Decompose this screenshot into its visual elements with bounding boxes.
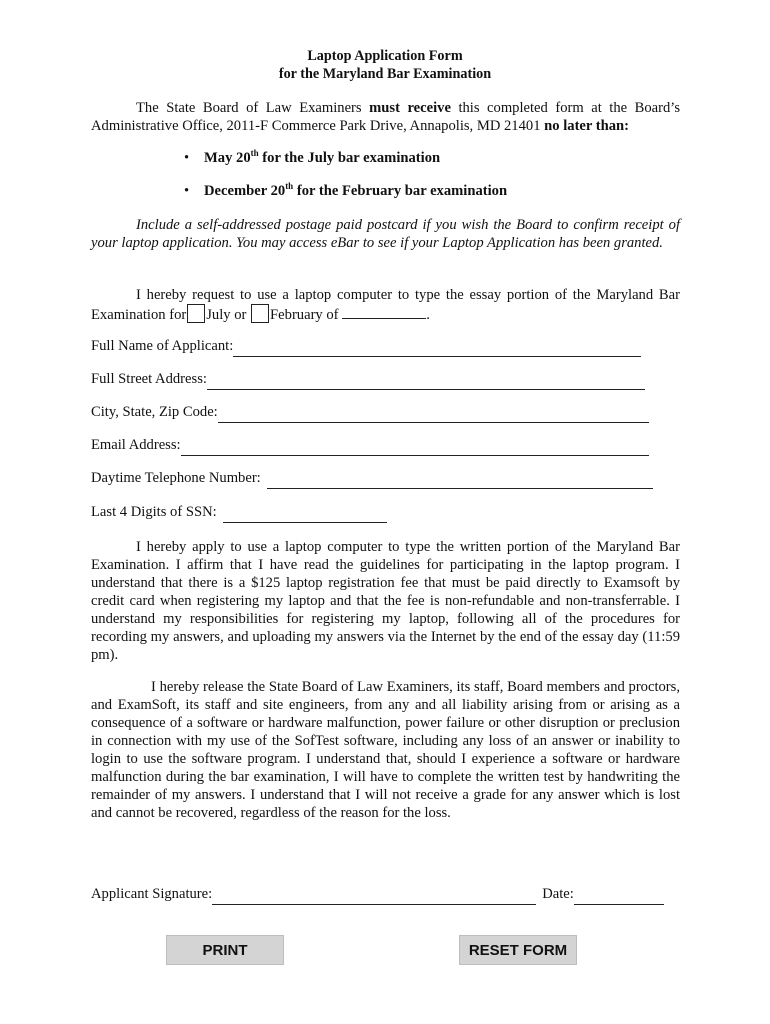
postcard-note: Include a self-addressed postage paid postcard if you wish the Board to confirm receipt of your laptop application. You may access eBar to see if your Laptop Application has been granted. — [91, 217, 680, 251]
deadline-july: • May 20th for the July bar examination — [184, 148, 441, 166]
july-checkbox[interactable] — [187, 304, 205, 323]
intro-paragraph — [91, 99, 680, 135]
city-label: City, State, Zip Code: — [91, 404, 218, 420]
full-name-row — [91, 337, 641, 357]
phone-label: Daytime Telephone Number: — [91, 470, 261, 486]
email-input[interactable] — [181, 439, 649, 456]
city-state-zip-input[interactable] — [218, 406, 649, 423]
email-label: Email Address: — [91, 437, 181, 453]
july-label: July or — [206, 307, 247, 323]
phone-row — [91, 469, 653, 489]
full-name-input[interactable] — [233, 340, 641, 357]
signature-label: Applicant Signature: — [91, 886, 213, 902]
form-title: Laptop Application Form — [307, 48, 463, 64]
bullet-icon: • — [184, 183, 190, 199]
print-button[interactable]: PRINT — [166, 935, 284, 965]
date-input[interactable] — [574, 888, 664, 905]
ssn-input[interactable] — [223, 506, 387, 523]
ssn-row — [91, 503, 387, 523]
request-line-2: Examination for July or February of . — [91, 304, 680, 324]
bullet-icon: • — [184, 150, 190, 166]
must-receive-text: must receive — [369, 100, 451, 116]
reset-form-button[interactable]: RESET FORM — [459, 935, 577, 965]
street-label: Full Street Address: — [91, 371, 207, 387]
phone-input[interactable] — [267, 472, 653, 489]
ssn-label: Last 4 Digits of SSN: — [91, 504, 217, 520]
form-subtitle: for the Maryland Bar Examination — [278, 66, 492, 82]
request-prefix: Examination for — [91, 307, 187, 323]
full-name-label: Full Name of Applicant: — [91, 338, 234, 354]
no-later-than-text: no later than: — [544, 118, 630, 134]
february-label: February of — [270, 307, 339, 323]
signature-input[interactable] — [212, 888, 536, 905]
release-paragraph: I hereby release the State Board of Law Examiners, its staff, Board members and proctors, and ExamSoft, its staff and site engineers, from any and all liability arising from or arising as a consequence of a software or hardware malfunction, power failure or other disruption or preclusion in connection with my use of the SofTest software, including any loss of an answer or inability to login to use the software program. I understand that, should I experience a software or hardware malfunction during the bar examination, I will have to complete the written test by handwriting the remainder of my answers. I understand that I will not receive a grade for any answer which is lost and cannot be recovered, regardless of the reason for the loss. — [91, 679, 680, 821]
street-row — [91, 370, 645, 390]
february-year-field[interactable] — [342, 306, 426, 319]
request-line-1: I hereby request to use a laptop computer to type the essay portion of the Maryland Bar — [136, 287, 680, 303]
email-row — [91, 436, 649, 456]
february-checkbox[interactable] — [251, 304, 269, 323]
signature-row — [91, 885, 664, 905]
city-row — [91, 403, 649, 423]
affirmation-paragraph: I hereby apply to use a laptop computer to type the written portion of the Maryland Bar Examination. I affirm that I have read the guidelines for participating in the laptop program. I understand that there is a $125 laptop registration fee that must be paid directly to Examsoft by credit card when registering my laptop and that the fee is non-refundable and non-transferrable. I understand my responsibilities for registering my laptop, following all of the procedures for recording my answers, and uploading my answers via the Internet by the end of the essay day (11:59 pm). — [91, 539, 680, 663]
intro-text-2: this completed form at the Board’s Administrative Office, 2011-F Commerce Park Drive, Annapolis, MD 21401 — [91, 100, 681, 134]
deadline-february: • December 20th for the February bar examination — [184, 181, 508, 199]
intro-text-1: The State Board of Law Examiners — [136, 100, 370, 116]
street-input[interactable] — [207, 373, 645, 390]
date-label: Date: — [542, 886, 574, 902]
request-paragraph — [91, 286, 680, 324]
